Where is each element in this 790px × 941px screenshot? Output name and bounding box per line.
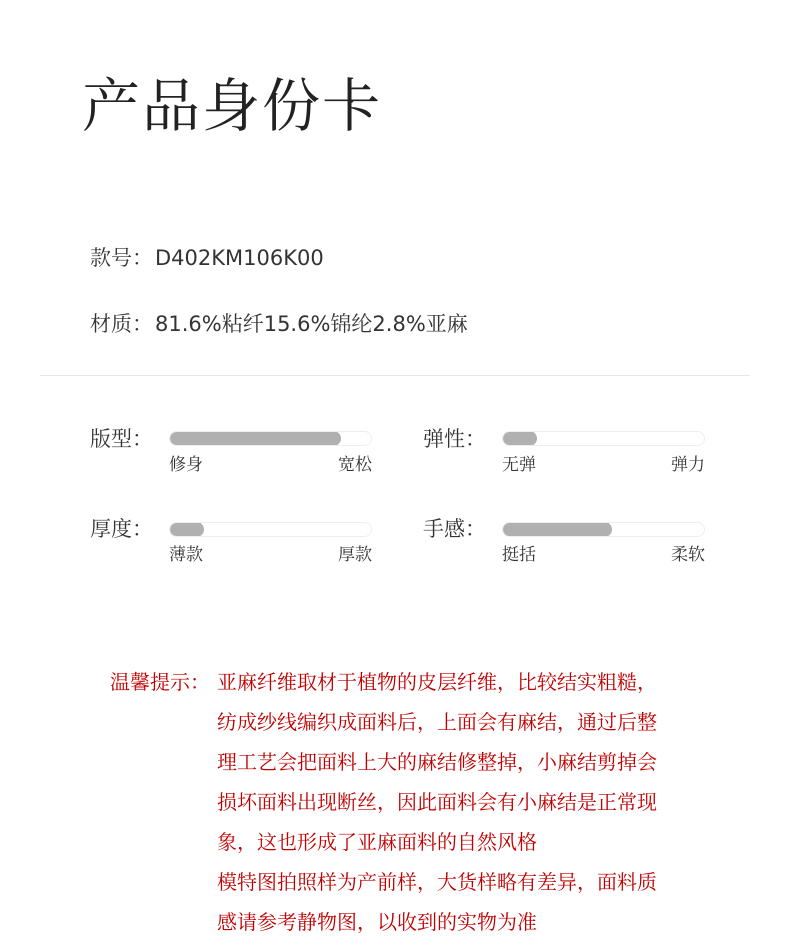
model-number-row (90, 243, 324, 273)
tips-line: 理工艺会把面料上大的麻结修整掉，小麻结剪掉会 (217, 750, 657, 774)
attribute-label: 手感： (423, 517, 486, 541)
attribute-left-end: 薄款 (169, 545, 203, 565)
attribute-track (502, 431, 705, 446)
attribute-right-end: 厚款 (338, 545, 372, 565)
model-number-value: D402KM106K00 (155, 246, 324, 270)
attribute-label: 版型： (90, 427, 153, 451)
attribute-label: 弹性： (423, 427, 486, 451)
material-label: 材质： (90, 312, 153, 336)
tips-line: 亚麻纤维取材于植物的皮层纤维，比较结实粗糙， (217, 670, 657, 694)
attribute-track (169, 431, 372, 446)
section-divider (40, 375, 750, 376)
attribute-fill (503, 522, 612, 537)
page-title: 产品身份卡 (82, 72, 383, 140)
attribute-fill (170, 522, 204, 537)
tips-line: 感请参考静物图，以收到的实物为准 (217, 910, 537, 934)
material-value: 81.6%粘纤15.6%锦纶2.8%亚麻 (155, 312, 468, 336)
attribute-left-end: 挺括 (502, 545, 536, 565)
tips-line: 损坏面料出现断丝，因此面料会有小麻结是正常现 (217, 790, 657, 814)
attribute-right-end: 宽松 (338, 455, 372, 475)
attribute-track (502, 522, 705, 537)
attribute-fill (503, 431, 537, 446)
attribute-right-end: 柔软 (671, 545, 705, 565)
attribute-right-end: 弹力 (671, 455, 705, 475)
tips-heading: 温馨提示： (110, 670, 210, 694)
model-number-label: 款号： (90, 246, 153, 270)
attribute-track (169, 522, 372, 537)
attribute-left-end: 修身 (169, 455, 203, 475)
tips-line: 纺成纱线编织成面料后，上面会有麻结，通过后整 (217, 710, 657, 734)
attribute-fill (170, 431, 341, 446)
attribute-left-end: 无弹 (502, 455, 536, 475)
material-row (90, 309, 468, 339)
tips-line: 象，这也形成了亚麻面料的自然风格 (217, 830, 537, 854)
tips-line: 模特图拍照样为产前样，大货样略有差异，面料质 (217, 870, 657, 894)
attribute-label: 厚度： (90, 517, 153, 541)
